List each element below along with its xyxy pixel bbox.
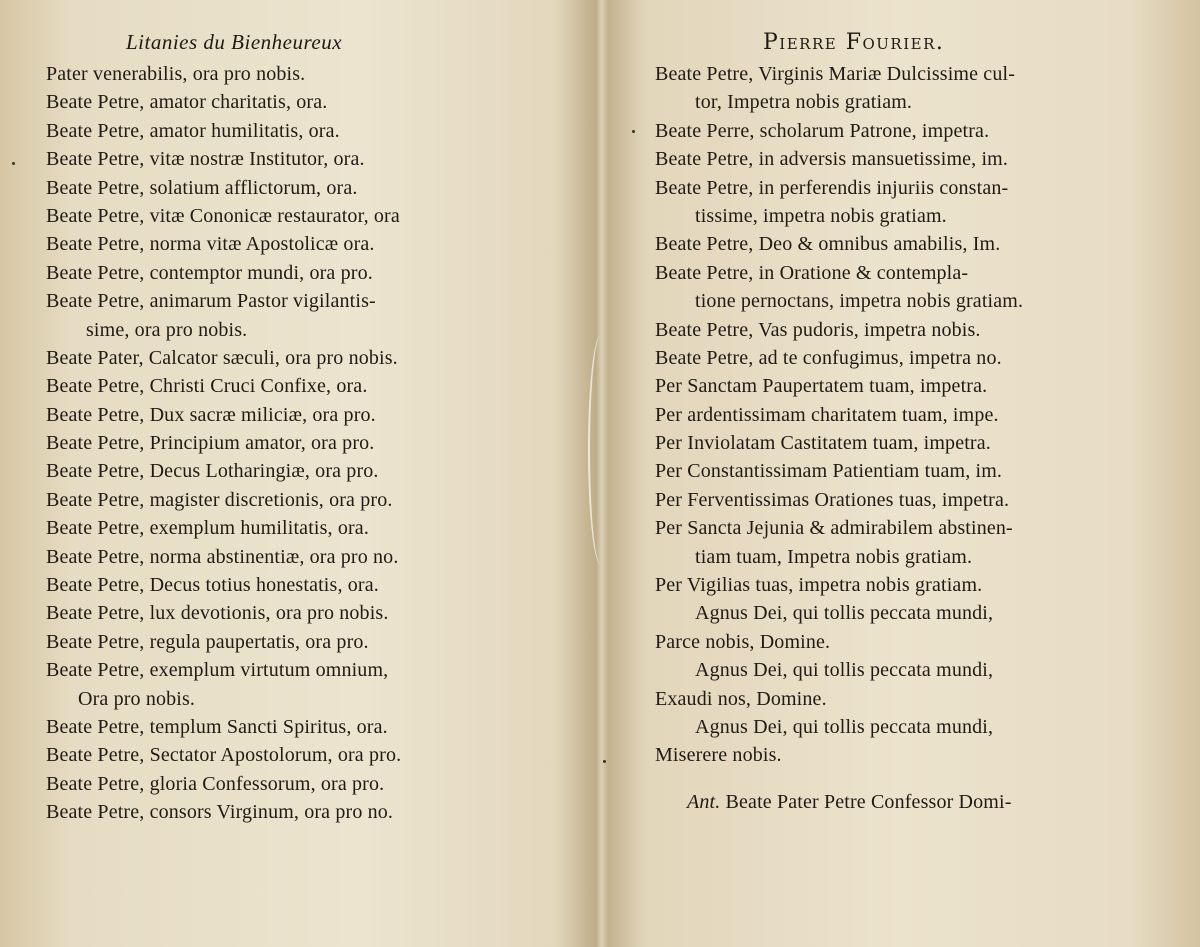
ink-speck — [12, 162, 15, 165]
text-line: Beate Petre, ad te confugimus, impetra no. — [655, 346, 1002, 369]
text-line: Beate Petre, animarum Pastor vigilantis- — [46, 290, 376, 313]
text-line: Beate Petre, in adversis mansuetissime, im. — [655, 148, 1009, 171]
text-line: Beate Petre, Principium amator, ora pro. — [46, 432, 375, 455]
left-running-head: Litanies du Bienheureux — [126, 30, 343, 54]
text-line: Beate Petre, vitæ nostræ Institutor, ora. — [46, 148, 365, 171]
text-line: Beate Petre, contemptor mundi, ora pro. — [46, 261, 373, 284]
text-line: Beate Petre, consors Virginum, ora pro no. — [46, 801, 394, 824]
right-running-head: Pierre Fourier. — [763, 30, 945, 55]
text-line: Pater venerabilis, ora pro nobis. — [46, 63, 306, 85]
antiphon-label: Ant. — [687, 790, 721, 813]
text-line: tione pernoctans, impetra nobis gratiam. — [695, 290, 1024, 313]
text-line: Parce nobis, Domine. — [655, 630, 831, 653]
text-line: Beate Petre, norma vitæ Apostolicæ ora. — [46, 233, 375, 256]
text-line: Beate Petre, Decus totius honestatis, ora. — [46, 574, 379, 597]
text-line: Agnus Dei, qui tollis peccata mundi, — [695, 602, 994, 625]
text-line: Beate Petre, in perferendis injuriis constan- — [655, 176, 1009, 199]
ink-speck — [632, 130, 635, 133]
text-line: tor, Impetra nobis gratiam. — [695, 91, 913, 114]
text-line: Per Vigilias tuas, impetra nobis gratiam. — [655, 574, 983, 597]
left-text-block — [46, 60, 526, 827]
text-line: Beate Petre, in Oratione & contempla- — [655, 261, 969, 284]
text-line: Beate Petre, norma abstinentiæ, ora pro no. — [46, 545, 399, 568]
text-line: Beate Petre, Sectator Apostolorum, ora pro. — [46, 744, 402, 767]
text-line: Beate Perre, scholarum Patrone, impetra. — [655, 119, 990, 142]
text-line: Beate Petre, solatium afflictorum, ora. — [46, 176, 358, 199]
text-line: Per Constantissimam Patientiam tuam, im. — [655, 460, 1003, 483]
text-line: Beate Petre, gloria Confessorum, ora pro. — [46, 772, 385, 795]
binding-thread — [588, 335, 614, 565]
right-page — [655, 0, 1135, 947]
text-line: tissime, impetra nobis gratiam. — [695, 204, 947, 227]
text-line: sime, ora pro nobis. — [86, 318, 248, 341]
text-line: Per Ferventissimas Orationes tuas, impetra. — [655, 488, 1010, 511]
text-line: Beate Petre, regula paupertatis, ora pro. — [46, 630, 369, 653]
text-line: Beate Petre, Christi Cruci Confixe, ora. — [46, 375, 368, 398]
text-line: Per ardentissimam charitatem tuam, impe. — [655, 403, 999, 426]
text-line: Beate Petre, lux devotionis, ora pro nobis. — [46, 602, 389, 625]
text-line: Beate Petre, amator humilitatis, ora. — [46, 119, 340, 142]
text-line: Beate Petre, templum Sancti Spiritus, ora. — [46, 715, 388, 738]
text-line: Per Sancta Jejunia & admirabilem abstinen- — [655, 517, 1013, 540]
antiphon-text: Beate Pater Petre Confessor Domi- — [725, 790, 1012, 813]
text-line: Beate Petre, Deo & omnibus amabilis, Im. — [655, 233, 1001, 256]
text-line: Beate Petre, magister discretionis, ora pro. — [46, 488, 393, 511]
antiphon-line — [655, 788, 1135, 816]
text-line: Beate Petre, Dux sacræ miliciæ, ora pro. — [46, 403, 376, 426]
ink-speck — [603, 760, 606, 763]
text-line: Exaudi nos, Domine. — [655, 687, 827, 710]
text-line: Beate Petre, Virginis Mariæ Dulcissime cul- — [655, 63, 1016, 85]
text-line: Ora pro nobis. — [78, 687, 196, 710]
text-line: Agnus Dei, qui tollis peccata mundi, — [695, 715, 994, 738]
left-page — [46, 0, 526, 947]
text-line: Beate Petre, Vas pudoris, impetra nobis. — [655, 318, 981, 341]
text-line: Agnus Dei, qui tollis peccata mundi, — [695, 659, 994, 682]
text-line: Miserere nobis. — [655, 744, 782, 767]
text-line: Beate Pater, Calcator sæculi, ora pro nobis. — [46, 346, 398, 369]
text-line: tiam tuam, Impetra nobis gratiam. — [695, 545, 973, 568]
text-line: Beate Petre, vitæ Cononicæ restaurator, ora — [46, 204, 400, 227]
text-line: Per Inviolatam Castitatem tuam, impetra. — [655, 432, 991, 455]
text-line: Beate Petre, Decus Lotharingiæ, ora pro. — [46, 460, 379, 483]
text-line: Beate Petre, exemplum humilitatis, ora. — [46, 517, 369, 540]
text-line: Per Sanctam Paupertatem tuam, impetra. — [655, 375, 988, 398]
right-text-block — [655, 60, 1135, 816]
text-line: Beate Petre, exemplum virtutum omnium, — [46, 659, 389, 682]
text-line: Beate Petre, amator charitatis, ora. — [46, 91, 328, 114]
